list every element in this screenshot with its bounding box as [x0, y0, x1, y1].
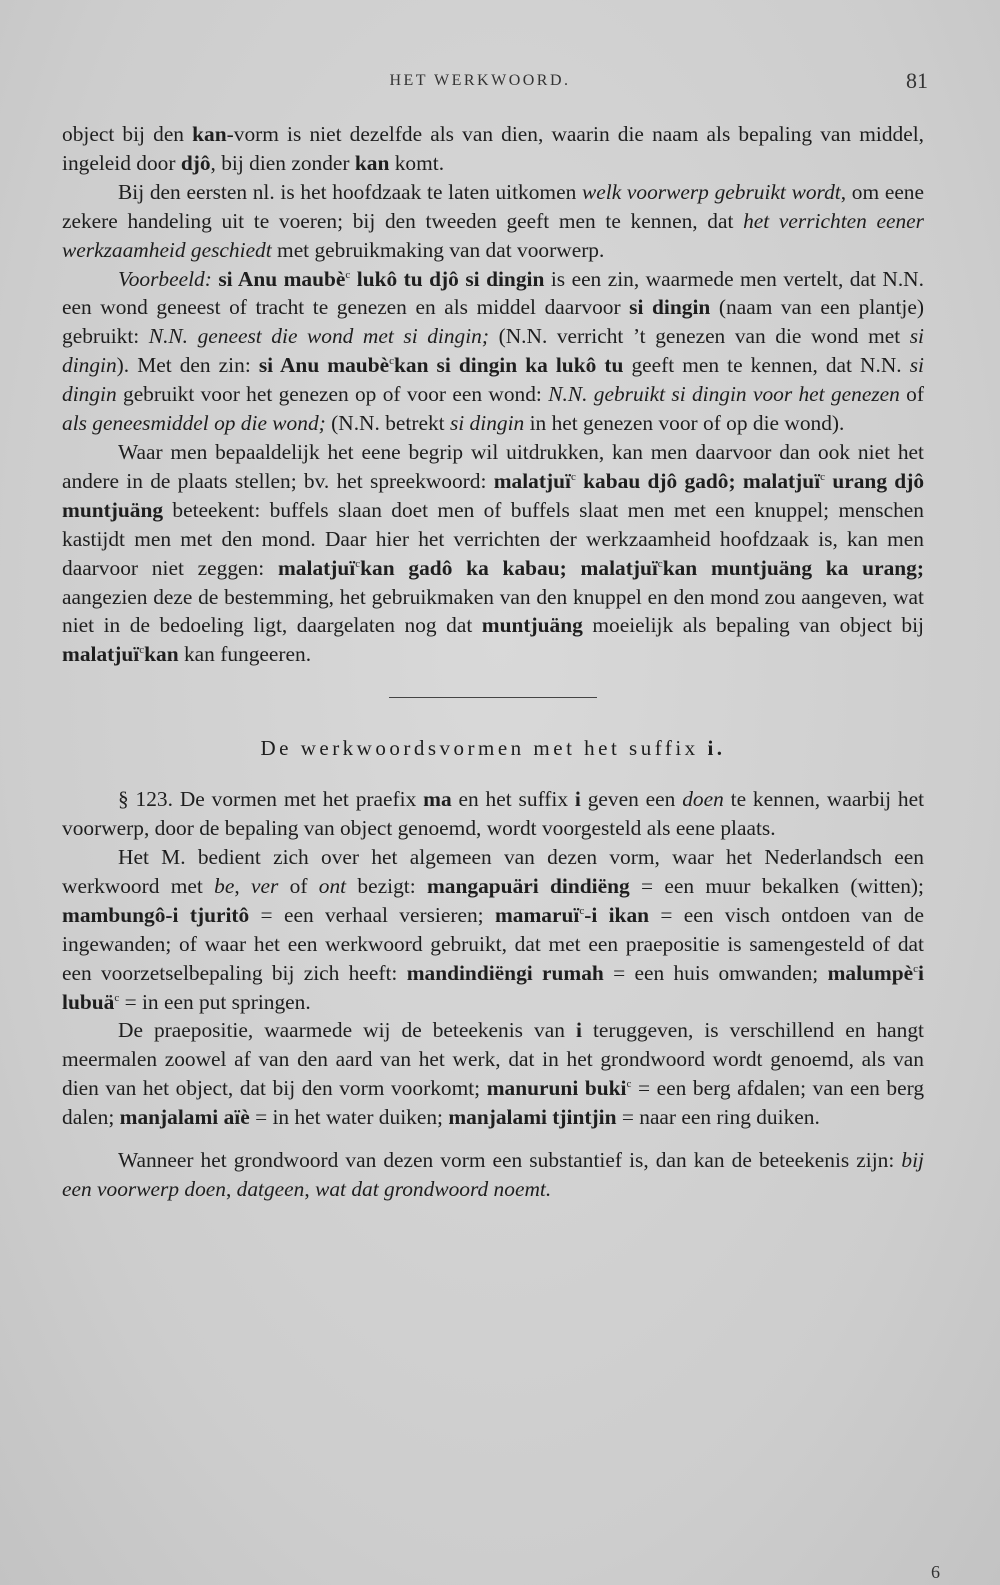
body-text [62, 120, 924, 1204]
bold-term: malatjuï [493, 468, 571, 493]
italic-phrase: ver [251, 873, 279, 898]
text-run: , om eene zekere handeling uit te voeren; bij den tweeden geeft men te kennen, dat [62, 179, 924, 233]
text-run: (naam van een plantje) gebruikt: [62, 295, 924, 349]
bold-term: mangapuäri dindiëng [426, 873, 630, 898]
bold-term: kan [354, 150, 390, 175]
superscript: c [345, 268, 351, 281]
italic-phrase: si dingin [62, 353, 924, 407]
text-run: geven een [580, 787, 683, 812]
bold-term: si Anu maubè [211, 266, 346, 291]
text-run: = een berg afdalen; van een berg dalen; [62, 1076, 925, 1130]
text-run: gebruikt voor het genezen op of voor een wond: [116, 382, 549, 407]
bold-term: muntjuäng [481, 613, 583, 638]
text-run: of [278, 873, 319, 898]
text-run: (N.N. betrekt [325, 411, 450, 436]
text-run: , [304, 1177, 316, 1201]
bold-term: -i ikan [584, 902, 650, 927]
text-run: = een muur bekalken (witten); [629, 873, 924, 898]
text-run: Waar men bepaaldelijk het eene begrip wil uitdrukken, kan men daarvoor dan ook niet het andere in de plaats stellen; bv. het spreekwoord: [62, 439, 924, 493]
paragraph-3 [62, 265, 924, 438]
superscript: c [114, 991, 120, 1004]
text-run: Het M. bedient zich over het algemeen van dezen vorm, waar het Nederlandsch een werkwoord met [62, 845, 924, 898]
bold-term: kabau djô gadô; malatjuï [575, 468, 821, 493]
italic-phrase: als geneesmiddel op die wond; [62, 411, 326, 436]
superscript: c [626, 1078, 632, 1091]
bold-term: ma [423, 787, 452, 812]
text-run: te kennen, waarbij het voorwerp, door de bepaling van object genoemd, wordt voorgesteld als eene plaats. [62, 787, 925, 841]
bold-term: mambungô-i tjuritô [62, 902, 250, 927]
section-divider [389, 697, 597, 698]
bold-term: i lubuä [62, 960, 924, 1014]
page-number: 81 [906, 68, 928, 93]
italic-phrase: N.N. gebruikt si dingin voor het genezen [548, 382, 900, 407]
superscript: c [913, 962, 919, 975]
italic-phrase: N.N. geneest die wond met si dingin; [148, 324, 490, 349]
text-run: , [234, 873, 251, 898]
paragraph-6 [62, 843, 924, 1016]
bold-term: manjalami tjintjin [448, 1105, 617, 1130]
bold-term: malumpè [827, 960, 914, 985]
italic-phrase: welk voorwerp gebruikt wordt [581, 179, 841, 204]
running-header [0, 68, 1000, 100]
text-run: beteekent: buffels slaan doet men of buffels slaat men met een knuppel; menschen kastijdt men met den mond. Daar hier het verrichten der werkzaamheid hoofdzaak is, kan men daarvoor niet zeggen: [62, 497, 924, 580]
text-run: moeielijk als bepaling van object bij [582, 613, 924, 638]
bold-term: i. [707, 736, 726, 761]
text-run: § 123. De vormen met het praefix [118, 787, 424, 812]
text-run: = een visch ontdoen van de ingewanden; of waar het een werkwoord gebruikt, dat met een praepositie is samengesteld of dat een voorzetselbepaling bij zich heeft: [62, 902, 924, 985]
bold-term: djô [180, 150, 211, 175]
bold-term: lukô tu djô si dingin [350, 266, 545, 291]
text-run: = een huis omwanden; [603, 960, 828, 985]
text-run: Wanneer het grondwoord van dezen vorm een substantief is, dan kan de beteekenis zijn: [118, 1148, 902, 1173]
paragraph-7 [62, 1016, 924, 1132]
bold-term: mandindiëngi rumah [406, 960, 604, 985]
paragraph-4 [62, 438, 924, 669]
superscript: c [389, 355, 394, 368]
text-run: met gebruikmaking van dat voorwerp. [271, 237, 605, 262]
text-run: is een zin, waarmede men vertelt, dat N.N. een wond geneest of tracht te genezen en als middel daarvoor [62, 266, 924, 320]
text-run: aangezien deze de bestemming, het gebruikmaken van den knuppel en den mond zou aangeven, wat niet in de bedoeling ligt, daargelaten nog dat [62, 584, 924, 638]
text-run: , [225, 1177, 237, 1201]
superscript: c [355, 557, 361, 570]
bold-term: kan muntjuäng ka urang; [662, 555, 924, 580]
text-run: Bij den eersten nl. is het hoofdzaak te laten uitkomen [118, 179, 582, 204]
paragraph-5 [62, 785, 924, 843]
paragraph-8 [62, 1146, 924, 1204]
italic-phrase: bij een voorwerp doen [62, 1148, 924, 1201]
italic-phrase: doen [682, 787, 724, 812]
bold-term: kan si dingin ka lukô tu [393, 353, 624, 378]
bold-term: kan gadô ka kabau; malatjuï [360, 555, 658, 580]
bold-term: kan [192, 122, 227, 146]
text-run: komt. [389, 150, 445, 175]
bold-term: i [574, 787, 581, 812]
text-run: = in het water duiken; [249, 1105, 449, 1130]
italic-phrase: wat dat grondwoord noemt. [315, 1177, 552, 1201]
bold-term: manuruni buki [486, 1076, 627, 1101]
section-heading [62, 736, 924, 761]
heading-text: De werkwoordsvormen met het suffix [260, 736, 708, 761]
running-title: HET WERKWOORD. [389, 72, 571, 89]
text-run: en het suffix [451, 787, 575, 812]
text-run: in het genezen voor of op die wond). [524, 411, 845, 436]
superscript: c [139, 644, 145, 657]
text-run: kan fungeeren. [178, 642, 312, 667]
paragraph-2 [62, 178, 924, 265]
text-run: geeft men te kennen, dat N.N. [623, 353, 910, 378]
bold-term: kan [144, 642, 179, 667]
italic-phrase: si dingin [62, 324, 924, 378]
italic-phrase: be [214, 873, 235, 898]
italic-phrase: het verrichten eener werkzaamheid geschiedt [62, 208, 924, 262]
superscript: c [570, 470, 576, 483]
text-run: -vorm is niet dezelfde als van dien, waarin die naam als bepaling van middel, ingeleid door [62, 122, 924, 175]
text-run: , bij dien zonder [210, 150, 355, 175]
text-run: bezigt: [346, 873, 427, 898]
text-run: of [899, 382, 924, 407]
bold-term: urang djô muntjuäng [62, 468, 925, 522]
bold-term: malatjuï [62, 642, 140, 667]
bold-term: si Anu maubè [258, 353, 390, 378]
italic-phrase: si dingin [449, 411, 525, 436]
superscript: c [657, 557, 663, 570]
text-run: object bij den [62, 122, 193, 146]
text-run: (N.N. verricht ’t genezen van die wond met [489, 324, 910, 349]
text-run: = naar een ring duiken. [616, 1105, 820, 1130]
text-run: ). Met den zin: [116, 353, 259, 378]
text-run: De praepositie, waarmede wij de beteekenis van [118, 1018, 576, 1043]
paragraph-1 [62, 120, 924, 178]
bold-term: manjalami aïè [119, 1105, 250, 1130]
text-run: = een verhaal versieren; [249, 902, 495, 927]
signature-mark: 6 [931, 1562, 940, 1582]
bold-term: si dingin [629, 295, 711, 320]
bold-term: mamaruï [494, 902, 580, 927]
italic-phrase: datgeen [236, 1177, 305, 1201]
text-run: teruggeven, is verschillend en hangt meermalen zoowel af van den aard van het werk, dat in het grondwoord wordt genoemd, als van dien van het object, dat bij den vorm voorkomt; [62, 1018, 924, 1101]
italic-phrase: ont [318, 873, 347, 898]
bold-term: malatjuï [277, 555, 356, 580]
text-run: = in een put springen. [119, 989, 311, 1014]
superscript: c [820, 470, 826, 483]
bold-term: i [575, 1018, 582, 1043]
italic-phrase: Voorbeeld: [118, 266, 212, 291]
superscript: c [579, 904, 585, 917]
